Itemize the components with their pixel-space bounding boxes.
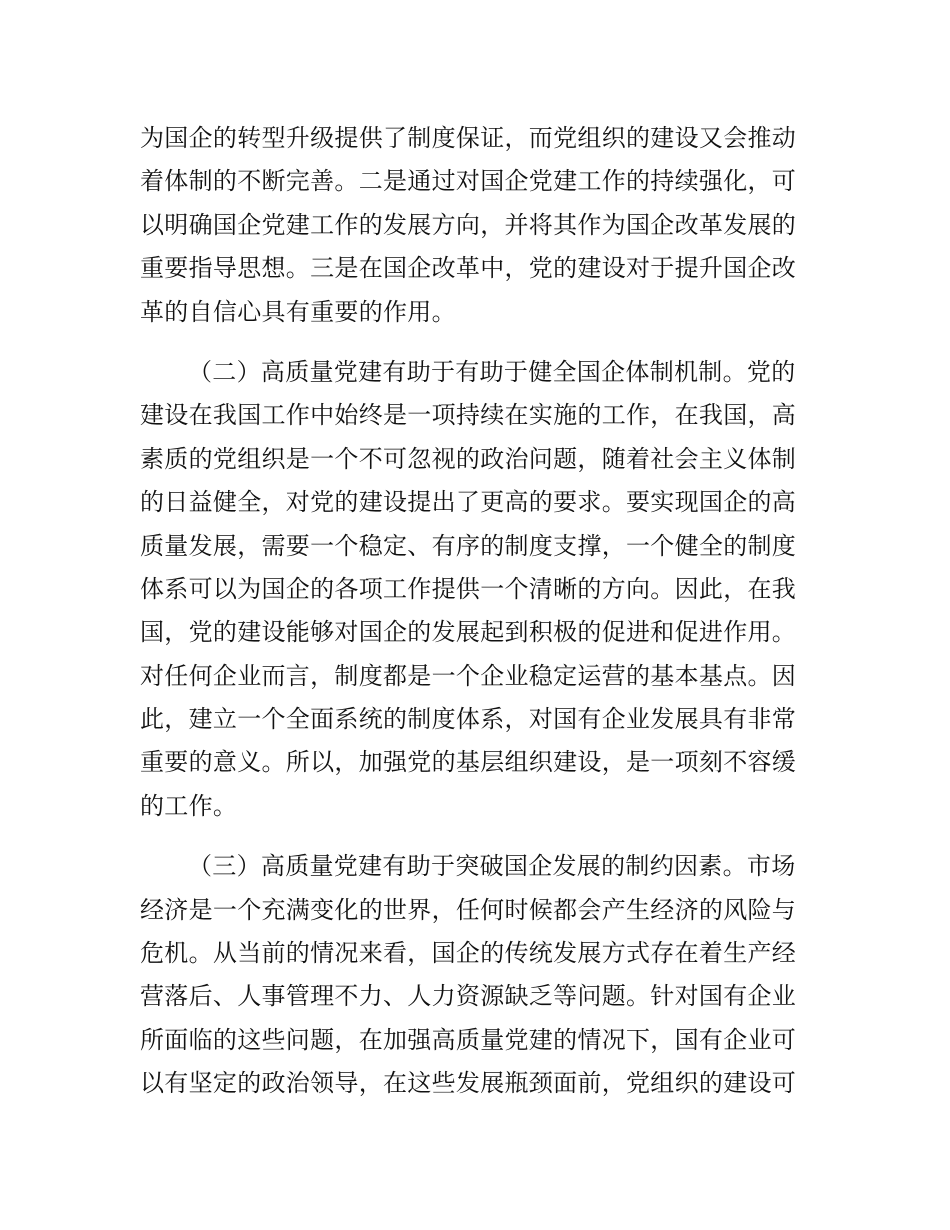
paragraph-spacer (140, 334, 812, 351)
paragraph-spacer (140, 828, 812, 845)
text-line: 重要的意义。所以，加强党的基层组织建设，是一项刻不容缓 (140, 748, 797, 777)
text-line: 所面临的这些问题，在加强高质量党建的情况下，国有企业可 (140, 1025, 797, 1054)
text-line: 危机。从当前的情况来看，国企的传统发展方式存在着生产经 (140, 939, 797, 968)
paragraph-2 (140, 351, 812, 828)
text-line: 体系可以为国企的各项工作提供一个清晰的方向。因此，在我 (140, 574, 797, 603)
text-line: 国，党的建设能够对国企的发展起到积极的促进和促进作用。 (140, 618, 797, 647)
text-line: 建设在我国工作中始终是一项持续在实施的工作，在我国，高 (140, 401, 797, 430)
text-line: 以明确国企党建工作的发展方向，并将其作为国企改革发展的 (140, 210, 797, 239)
paragraph-1 (140, 117, 812, 334)
text-line: 对任何企业而言，制度都是一个企业稳定运营的基本基点。因 (140, 661, 797, 690)
text-line: 素质的党组织是一个不可忽视的政治问题，随着社会主义体制 (140, 444, 797, 473)
document-body (140, 117, 812, 1106)
text-line: 重要指导思想。三是在国企改革中，党的建设对于提升国企改 (140, 254, 797, 283)
text-line: 的工作。 (140, 791, 238, 820)
text-line: 革的自信心具有重要的作用。 (140, 297, 456, 326)
text-line: 的日益健全，对党的建设提出了更高的要求。要实现国企的高 (140, 488, 797, 517)
paragraph-3 (140, 845, 812, 1105)
text-line: （三）高质量党建有助于突破国企发展的制约因素。市场 (188, 852, 796, 881)
text-line: 此，建立一个全面系统的制度体系，对国有企业发展具有非常 (140, 705, 797, 734)
text-line: 质量发展，需要一个稳定、有序的制度支撑，一个健全的制度 (140, 531, 797, 560)
text-line: 以有坚定的政治领导，在这些发展瓶颈面前，党组织的建设可 (140, 1069, 797, 1098)
text-line: 营落后、人事管理不力、人力资源缺乏等问题。针对国有企业 (140, 982, 797, 1011)
text-line: 为国企的转型升级提供了制度保证，而党组织的建设又会推动 (140, 124, 797, 152)
text-line: 经济是一个充满变化的世界，任何时候都会产生经济的风险与 (140, 895, 797, 924)
text-line: （二）高质量党建有助于有助于健全国企体制机制。党的 (188, 357, 796, 386)
text-line: 着体制的不断完善。二是通过对国企党建工作的持续强化，可 (140, 167, 797, 196)
